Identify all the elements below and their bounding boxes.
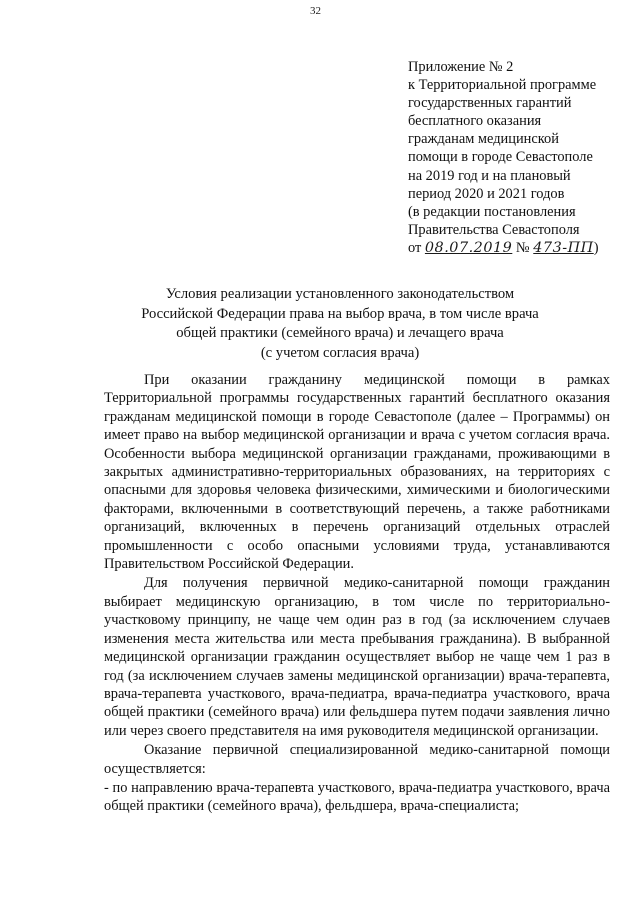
closing-paren: ) bbox=[593, 239, 599, 256]
appendix-line: бесплатного оказания bbox=[408, 113, 542, 130]
paragraph: Для получения первичной медико-санитарной помощи гражданин выбирает медицинскую организацию, в том числе по территориально-участковому принципу, не чаще чем один раз в год (за исключением случаев изменения места жительства или места пребывания гражданина). В выбранной медицинской организации гражданин осуществляет выбор не чаще чем 1 раз в год (за исключением случаев замены медицинской организации) врача-терапевта, врача-терапевта участкового, врача-педиатра, врача-педиатра участкового, врача общей практики (семейного врача) или фельдшера путем подачи заявления лично или через своего представителя на имя руководителя медицинской организации. bbox=[104, 575, 610, 739]
document-title bbox=[100, 285, 580, 363]
appendix-line: период 2020 и 2021 годов bbox=[408, 185, 565, 202]
appendix-line: Правительства Севастополя bbox=[408, 221, 580, 238]
appendix-line: к Территориальной программе bbox=[408, 77, 597, 94]
page-number: 32 bbox=[310, 5, 321, 17]
title-line: общей практики (семейного врача) и лечащего врача bbox=[176, 325, 504, 341]
title-line: Условия реализации установленного законодательством bbox=[165, 286, 515, 302]
appendix-line: Приложение № 2 bbox=[408, 59, 514, 75]
date-prefix: от bbox=[408, 239, 422, 256]
handwritten-date: 08.07.2019 bbox=[424, 239, 513, 256]
number-prefix: № bbox=[515, 239, 530, 256]
appendix-line: на 2019 год и на плановый bbox=[408, 167, 571, 184]
appendix-line: (в редакции постановления bbox=[408, 203, 576, 220]
list-item: - по направлению врача-терапевта участкового, врача-педиатра участкового, врача общей практики (семейного врача), фельдшера, врача-специалиста; bbox=[104, 779, 610, 815]
appendix-line: государственных гарантий bbox=[408, 95, 572, 112]
document-body bbox=[104, 371, 610, 816]
appendix-block bbox=[408, 58, 623, 257]
resolution-reference bbox=[408, 239, 623, 257]
paragraph: При оказании гражданину медицинской помощи в рамках Территориальной программы государственных гарантий бесплатного оказания гражданам медицинской помощи в городе Севастополе (далее – Программы) он имеет право на выбор медицинской организации и врача с учетом согласия врача. Особенности выбора медицинской организации гражданами, проживающими в закрытых административно-территориальных образованиях, на территориях с опасными для здоровья человека физическими, химическими и биологическими факторами, включенными в соответствующий перечень, а также работниками организаций, включенных в перечень организаций отдельных отраслей промышленности с особо опасными условиями труда, устанавливаются Правительством Российской Федерации. bbox=[104, 372, 610, 573]
appendix-line: гражданам медицинской bbox=[408, 131, 559, 148]
title-line: (с учетом согласия врача) bbox=[260, 344, 420, 361]
paragraph: Оказание первичной специализированной медико-санитарной помощи осуществляется: bbox=[104, 742, 610, 777]
title-line: Российской Федерации права на выбор врача, в том числе врача bbox=[141, 305, 539, 322]
handwritten-number: 473-ПП bbox=[533, 239, 594, 256]
appendix-line: помощи в городе Севастополе bbox=[408, 149, 593, 166]
